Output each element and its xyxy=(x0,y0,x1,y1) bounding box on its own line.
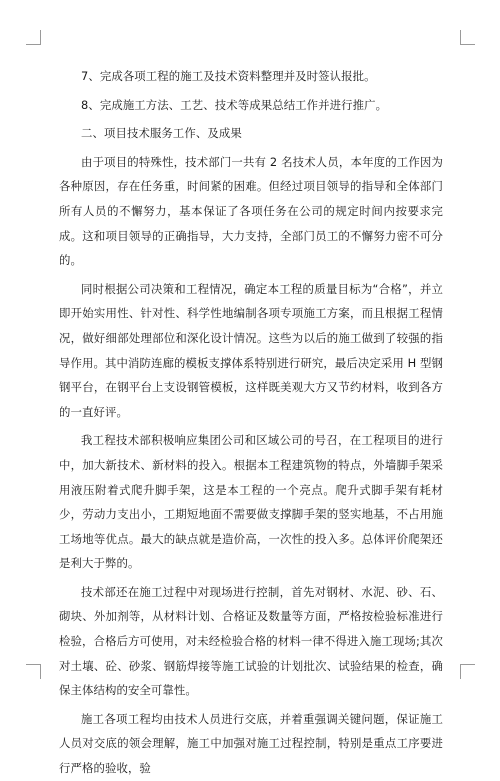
crop-mark-top-right xyxy=(460,30,475,45)
paragraph-quality-target: 同时根据公司决策和工程情况，确定本工程的质量目标为“合格”，并立即开始实用性、针对性、科学性地编制各项专项施工方案，而且根据工程情况，做好细部处理部位和深化设计情况。这些为以后的施工做到了较强的指导作用。其中消防连廊的模板支撑体系特别进行研究，最后决定采用 H 型钢钢平台，在钢平台上支设钢管模板，这样既美观大方又节约材料，收到各方的一直好评。 xyxy=(59,281,443,419)
list-item-8: 8、完成施工方法、工艺、技术等成果总结工作并进行推广。 xyxy=(81,97,388,112)
crop-mark-top-left xyxy=(26,30,41,45)
document-body xyxy=(59,64,443,781)
paragraph-staffing: 由于项目的特殊性，技术部门一共有 2 名技术人员，本年度的工作因为各种原因，存在任务重，时间紧的困难。但经过项目领导的指导和全体部门所有人员的不懈努力，基本保证了各项任务在公司的规定时间内按要求完成。这和项目领导的正确指导，大力支持，全部门员工的不懈努力密不可分的。 xyxy=(59,154,443,268)
crop-mark-bottom-right xyxy=(460,664,475,679)
paragraph-new-technology: 我工程技术部积极响应集团公司和区域公司的号召，在工程项目的进行中，加大新技术、新材料的投入。根据本工程建筑物的特点，外墙脚手架采用液压附着式爬升脚手架，这是本工程的一个亮点。爬升式脚手架有耗材少，劳动力支出小，工期短地面不需要做支撑脚手架的竖实地基，不占用施工场地等优点。最大的缺点就是造价高，一次性的投入多。总体评价爬架还是利大于弊的。 xyxy=(59,433,443,571)
crop-mark-bottom-left xyxy=(26,664,41,679)
section-heading: 二、项目技术服务工作、及成果 xyxy=(81,126,242,141)
paragraph-site-control: 技术部还在施工过程中对现场进行控制，首先对钢材、水泥、砂、石、砌块、外加剂等，从材料计划、合格证及数量等方面，严格按检验标准进行检验，合格后方可使用，对未经检验合格的材料一律不得进入施工现场;其次对土壤、砼、砂浆、钢筋焊接等施工试验的计划批次、试验结果的检查，确保主体结构的安全可靠性。 xyxy=(59,584,443,698)
list-item-7: 7、完成各项工程的施工及技术资料整理并及时签认报批。 xyxy=(81,69,376,83)
paragraph-technical-briefing: 施工各项工程均由技术人员进行交底，并着重强调关键问题，保证施工人员对交底的领会理解，施工中加强对施工过程控制，特别是重点工序要进行严格的验收，验 xyxy=(59,711,443,776)
